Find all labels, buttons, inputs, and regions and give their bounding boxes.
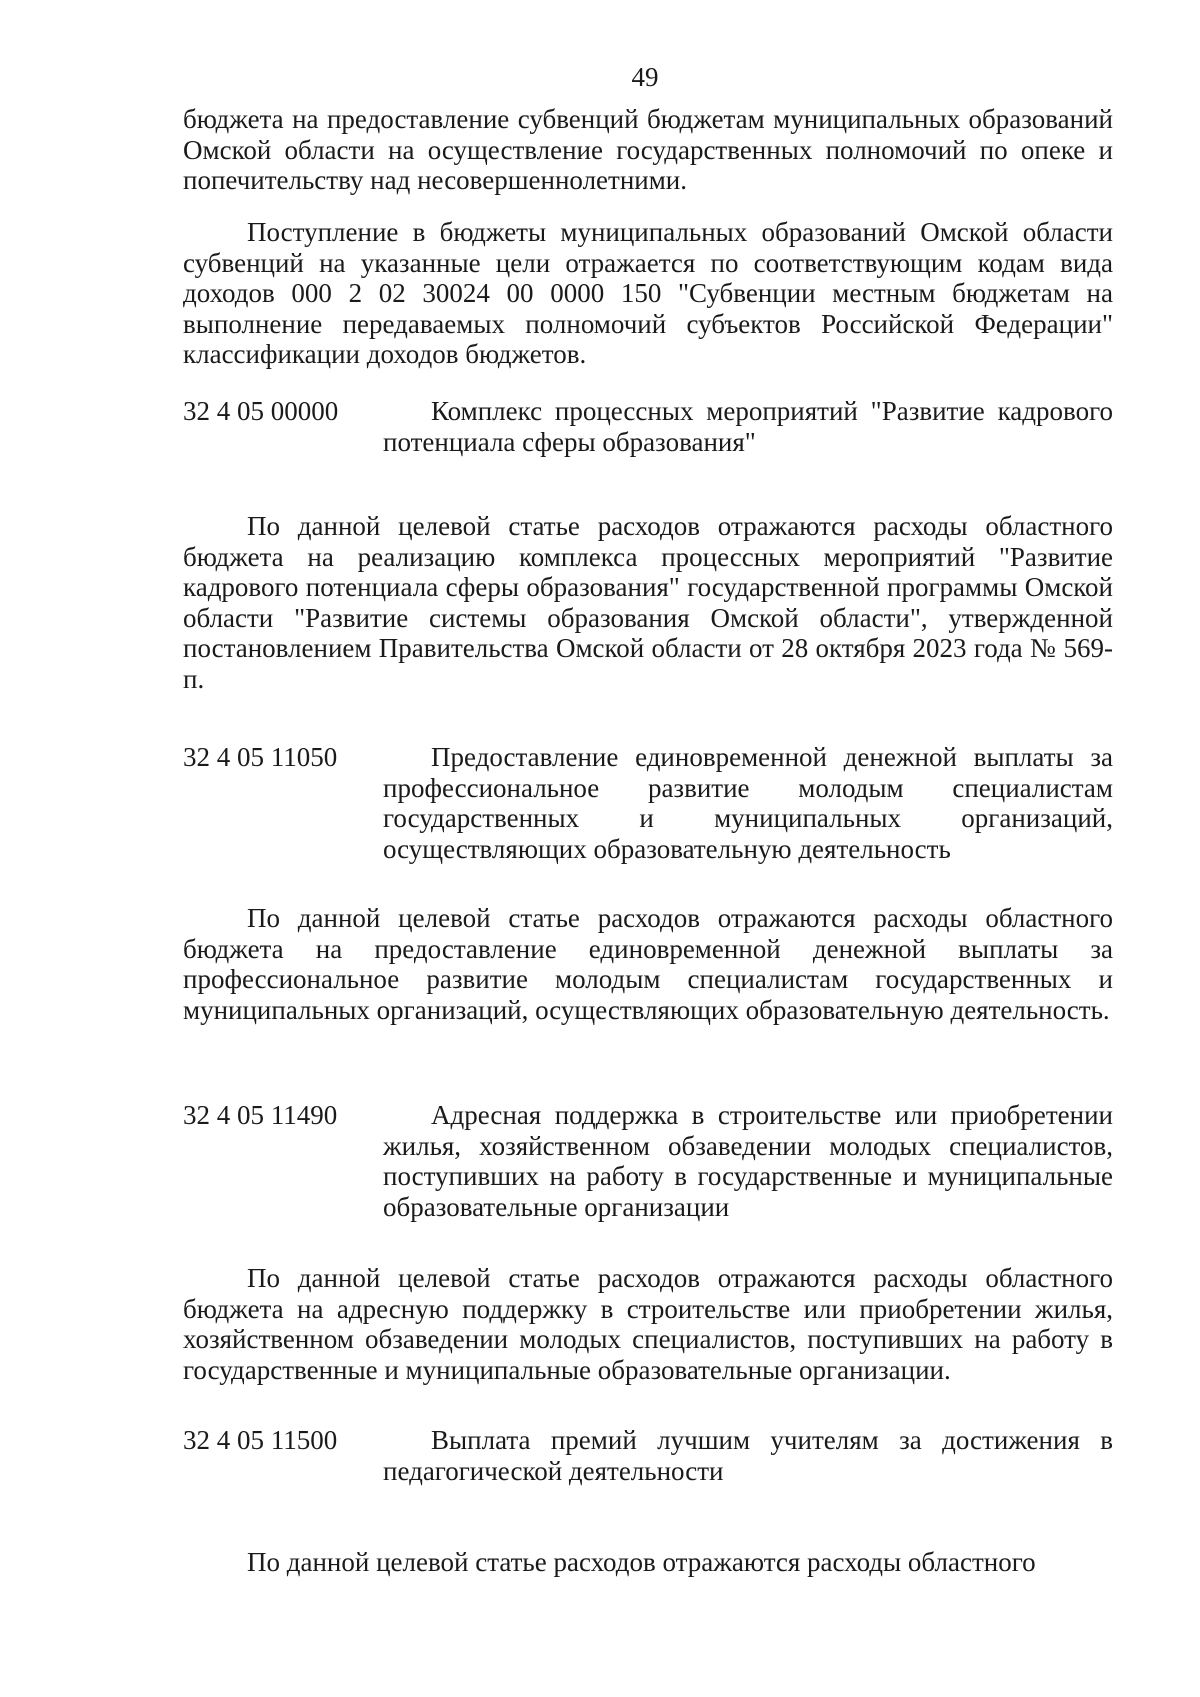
article-title: Адресная поддержка в строительстве или приобретении жилья, хозяйственном обзаведении молодых специалистов, поступивших на работу в государственные и муниципальные образовательные организации xyxy=(383,1100,1113,1222)
paragraph-article-32-4-05-11490: По данной целевой статье расходов отражаются расходы областного бюджета на адресную поддержку в строительстве или приобретении жилья, хозяйственном обзаведении молодых специалистов, поступивших на работу в государственные и муниципальные образовательные организации. xyxy=(183,1263,1113,1385)
article-code: 32 4 05 11050 xyxy=(183,742,338,772)
article-code: 32 4 05 00000 xyxy=(183,396,339,426)
paragraph-continuation: бюджета на предоставление субвенций бюджетам муниципальных образований Омской области на осуществление государственных полномочий по опеке и попечительству над несовершеннолетними. xyxy=(183,104,1113,195)
article-code: 32 4 05 11500 xyxy=(183,1425,338,1455)
paragraph-revenue-receipt: Поступление в бюджеты муниципальных образований Омской области субвенций на указанные цели отражается по соответствующим кодам вида доходов 000 2 02 30024 00 0000 150 "Субвенции местным бюджетам на выполнение передаваемых полномочий субъектов Российской Федерации" классификации доходов бюджетов. xyxy=(183,217,1113,369)
article-title: Выплата премий лучшим учителям за достижения в педагогической деятельности xyxy=(383,1425,1113,1486)
paragraph-article-32-4-05-11050: По данной целевой статье расходов отражаются расходы областного бюджета на предоставление единовременной денежной выплаты за профессиональное развитие молодым специалистам государственных и муниципальных организаций, осуществляющих образовательную деятельность. xyxy=(183,903,1113,1025)
page-number: 49 xyxy=(631,62,659,92)
article-32-4-05-11050 xyxy=(183,742,1113,864)
article-32-4-05-11500 xyxy=(183,1425,1113,1486)
paragraph-article-32-4-05-11500: По данной целевой статье расходов отражаются расходы областного xyxy=(247,1547,1036,1577)
article-title: Предоставление единовременной денежной выплаты за профессиональное развитие молодым специалистам государственных и муниципальных организаций, осуществляющих образовательную деятельность xyxy=(383,742,1113,864)
article-code: 32 4 05 11490 xyxy=(183,1100,338,1130)
article-32-4-05-00000 xyxy=(183,396,1113,457)
article-title: Комплекс процессных мероприятий "Развитие кадрового потенциала сферы образования" xyxy=(383,396,1113,457)
paragraph-article-32-4-05-00000: По данной целевой статье расходов отражаются расходы областного бюджета на реализацию комплекса процессных мероприятий "Развитие кадрового потенциала сферы образования" государственной программы Омской области "Развитие системы образования Омской области", утвержденной постановлением Правительства Омской области от 28 октября 2023 года № 569-п. xyxy=(183,511,1113,694)
article-32-4-05-11490 xyxy=(183,1100,1113,1222)
